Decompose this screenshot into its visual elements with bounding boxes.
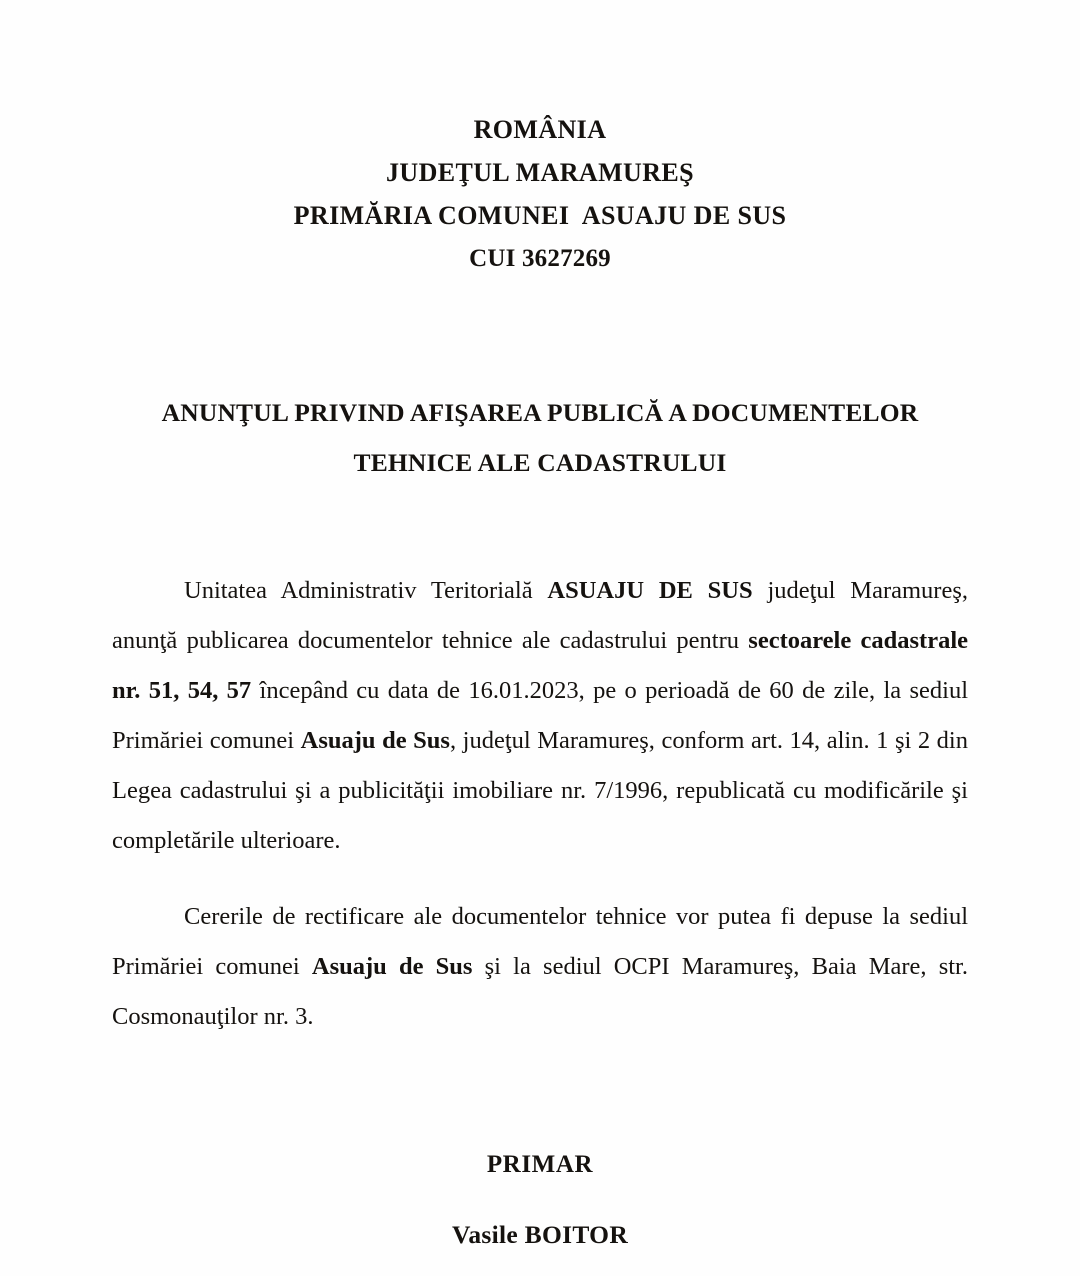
paragraph-announcement [112, 566, 968, 866]
paragraph1-segment-2: judeţul Maramureş, anunţă publicarea documentelor tehnice ale cadastrului pentru [112, 577, 968, 654]
signature-role: PRIMAR [486, 1151, 594, 1178]
paragraph2-bold-commune-name: Asuaju de Sus [311, 953, 473, 980]
institution-header [112, 0, 968, 280]
header-line-cui: CUI 3627269 [469, 245, 611, 272]
document-body [112, 566, 968, 1042]
paragraph1-segment-3: începând cu data de 16.01.2023, pe o perioadă de 60 de zile, la sediul Primăriei comunei [112, 677, 968, 754]
document-title-line-1: ANUNŢUL PRIVIND AFIŞAREA PUBLICĂ A DOCUMENTELOR [161, 398, 919, 427]
paragraph1-bold-commune-name: Asuaju de Sus [300, 727, 450, 754]
document-title [112, 388, 968, 488]
paragraph2-segment-2: şi la sediul OCPI Maramureş, Baia Mare, str. Cosmonauţilor nr. 3. [112, 953, 968, 1030]
signature-name: Vasile BOITOR [451, 1220, 629, 1249]
paragraph1-bold-uat-name: ASUAJU DE SUS [547, 577, 753, 604]
paragraph2-segment-1: Cererile de rectificare ale documentelor tehnice vor putea fi depuse la sediul Primăriei comunei [112, 903, 968, 980]
paragraph1-segment-4: , judeţul Maramureş, conform art. 14, alin. 1 şi 2 din Legea cadastrului şi a publicităţii imobiliare nr. 7/1996, republicată cu modificările şi completările ulterioare. [112, 727, 968, 854]
document-title-line-2: TEHNICE ALE CADASTRULUI [353, 448, 727, 477]
header-line-country: ROMÂNIA [473, 115, 607, 144]
signature-block [112, 1146, 968, 1254]
paragraph1-segment-1: Unitatea Administrativ Teritorială [184, 577, 548, 604]
paragraph1-bold-cadastral-sectors: sectoarele cadastrale nr. 51, 54, 57 [112, 627, 968, 704]
paragraph-rectification-requests [112, 892, 968, 1042]
header-line-county: JUDEŢUL MARAMUREŞ [386, 158, 694, 187]
header-line-townhall: PRIMĂRIA COMUNEI ASUAJU DE SUS [293, 201, 787, 230]
